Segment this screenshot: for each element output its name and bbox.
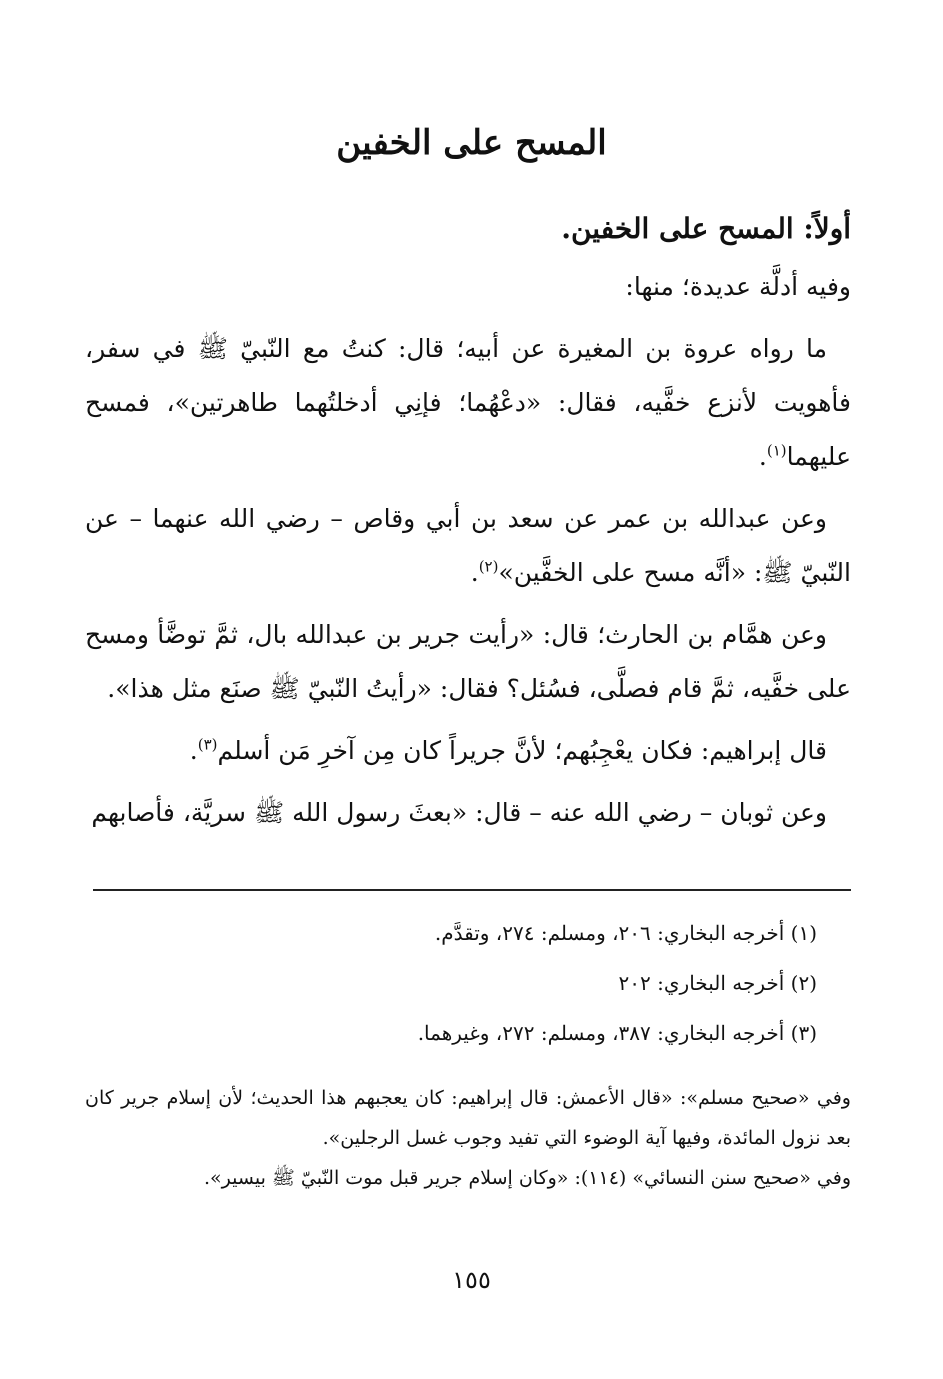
extra-note (85, 1078, 851, 1198)
paragraph-text: ما رواه عروة بن المغيرة عن أبيه؛ قال: كنتُ مع النّبيّ ﷺ في سفر، فأهويت لأنزع خفَّيه، فقال: «دعْهُما؛ فإنِي أدخلتُهما طاهرتين»، فمسح عليهما (85, 334, 851, 471)
paragraph-text: وعن همَّام بن الحارث؛ قال: «رأيت جرير بن عبدالله بال، ثمَّ توضَّأ ومسح على خفَّيه، ثمَّ قام فصلَّى، فسُئل؟ فقال: «رأيتُ النّبيّ ﷺ صنَع مثل هذا». (85, 620, 851, 703)
footnote-2: (٢) أخرجه البخاري: ٢٠٢ (618, 971, 817, 995)
extra-note-1: وفي «صحيح مسلم»: «قال الأعمش: قال إبراهيم: كان يعجبهم هذا الحديث؛ لأن إسلام جرير كان بعد نزول المائدة، وفيها آية الوضوء التي تفيد وجوب غسل الرجلين». (85, 1087, 851, 1149)
paragraph-end: . (470, 558, 479, 587)
footnote-1: (١) أخرجه البخاري: ٢٠٦، ومسلم: ٢٧٤، وتقدَّم. (434, 921, 817, 945)
paragraph-3 (85, 608, 851, 716)
paragraph-end: . (758, 442, 767, 471)
paragraph-2 (85, 492, 851, 600)
footnotes (117, 908, 817, 1058)
section-heading: أولاً: المسح على الخفين. (561, 212, 851, 245)
extra-note-2: وفي «صحيح سنن النسائي» (١١٤): «وكان إسلام جرير قبل موت النّبيّ ﷺ بيسير». (204, 1167, 851, 1189)
page-title: المسح على الخفين (336, 123, 607, 163)
paragraph-text: وعن ثوبان – رضي الله عنه – قال: «بعثَ رسول الله ﷺ سريَّة، فأصابهم (91, 798, 827, 827)
footnote-divider (93, 889, 851, 891)
paragraph-4 (85, 724, 851, 778)
footnote-ref: (٣) (197, 735, 218, 754)
page-number: ١٥٥ (452, 1266, 491, 1294)
paragraph-1 (85, 322, 851, 484)
intro-line: وفيه أدلَّة عديدة؛ منها: (625, 272, 851, 301)
paragraph-end: . (189, 736, 198, 765)
footnote-ref: (١) (766, 441, 787, 460)
paragraph-text: وعن عبدالله بن عمر عن سعد بن أبي وقاص – رضي الله عنهما – عن النّبيّ ﷺ: «أنَّه مسح على الخفَّين» (85, 504, 851, 587)
paragraph-5 (85, 786, 851, 840)
main-text (85, 202, 851, 848)
footnote-ref: (٢) (478, 557, 499, 576)
footnote-3: (٣) أخرجه البخاري: ٣٨٧، ومسلم: ٢٧٢، وغيرهما. (417, 1021, 817, 1045)
paragraph-text: قال إبراهيم: فكان يعْجِبُهم؛ لأنَّ جريراً كان مِن آخرِ مَن أسلم (217, 736, 827, 765)
